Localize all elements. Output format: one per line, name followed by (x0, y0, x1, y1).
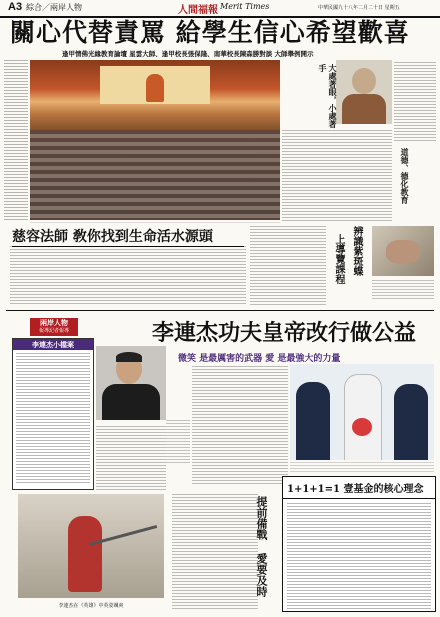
butterfly-hand (386, 240, 420, 264)
lead-subhead: 逢甲情佛光緣教育論壇 星雲大師、逢甲校長張保隆、南華校長陳森勝對談 大師舉例開示 (62, 50, 314, 58)
stage-figure (146, 74, 164, 102)
butterfly-callout (328, 224, 370, 304)
person-left (296, 382, 330, 460)
feature-subhead: 微笑 是最厲害的武器 愛 是最強大的力量 (178, 354, 341, 364)
feature-photo-charity (290, 364, 434, 460)
portrait-head (352, 68, 376, 94)
callout-line-1: 辨識紫斑蝶 (351, 226, 362, 276)
feature-body-text-1 (96, 426, 166, 490)
lead-left-column (4, 60, 28, 220)
feature-headline: 李連杰功夫皇帝改行做公益 (152, 320, 417, 346)
profile-sidebar-text (16, 353, 90, 485)
lead-body-text-mid (282, 130, 392, 222)
lead-headline: 關心代替責罵 給學生信心希望歡喜 (10, 18, 410, 47)
essay-heading: 1+1+1=1 壹基金的核心理念 (283, 477, 435, 499)
hero-figure (68, 516, 102, 592)
charity-heart (352, 418, 372, 436)
person-center (344, 374, 382, 460)
page-label: A3 (8, 1, 23, 13)
feature-tag-byline: 報導記者報導 (38, 328, 69, 334)
second-body-text (10, 246, 246, 306)
section-divider (6, 310, 434, 311)
portrait-shirt (102, 384, 160, 420)
essay-body-text (287, 503, 431, 611)
profile-sidebar-title: 李連杰小檔案 (13, 339, 93, 350)
feature-body-text-2 (192, 366, 288, 486)
lead-photo-portrait (336, 60, 392, 124)
side-quote-1: 大處著眼，小處著手 (318, 64, 338, 128)
brand-logo-en: Merit Times (220, 2, 270, 11)
portrait-body (342, 94, 386, 124)
hero-caption: 李連杰在《英雄》中英姿颯爽 (58, 603, 124, 609)
feature-photo-caption (166, 420, 190, 464)
feature-tag (30, 318, 78, 336)
second-headline: 慈容法師 敎你找到生命活水源頭 (12, 226, 244, 247)
lead-body-text-bottom (30, 222, 280, 224)
masthead (0, 0, 440, 18)
essay-box (282, 476, 436, 612)
essay-vertical-title: 提前備戰 愛要及時 (255, 496, 268, 597)
portrait-hair (116, 352, 142, 362)
feature-photo-hero (18, 494, 164, 598)
butterfly-photo (372, 226, 434, 276)
profile-sidebar (12, 338, 94, 490)
issue-date: 中華民國九十八年二月二十日 星期五 (318, 5, 400, 11)
side-quote-2: 道德、德化教育 (400, 148, 410, 204)
second-center-text (250, 226, 326, 306)
feature-photo-portrait (96, 346, 166, 420)
person-right (394, 384, 428, 460)
callout-line-2: 上導覽課程 (333, 234, 344, 284)
audience-rows (30, 130, 280, 220)
feature-tag-title: 兩岸人物 (40, 318, 68, 327)
lead-body-text-right (394, 62, 436, 142)
section-label: 綜合／兩岸人物 (26, 3, 82, 12)
butterfly-caption (372, 280, 434, 300)
feature-body-text-3 (172, 494, 258, 610)
feature-right-text (290, 462, 434, 472)
lead-photo-auditorium (30, 60, 280, 220)
brand-logo: 人間福報 (178, 5, 218, 16)
